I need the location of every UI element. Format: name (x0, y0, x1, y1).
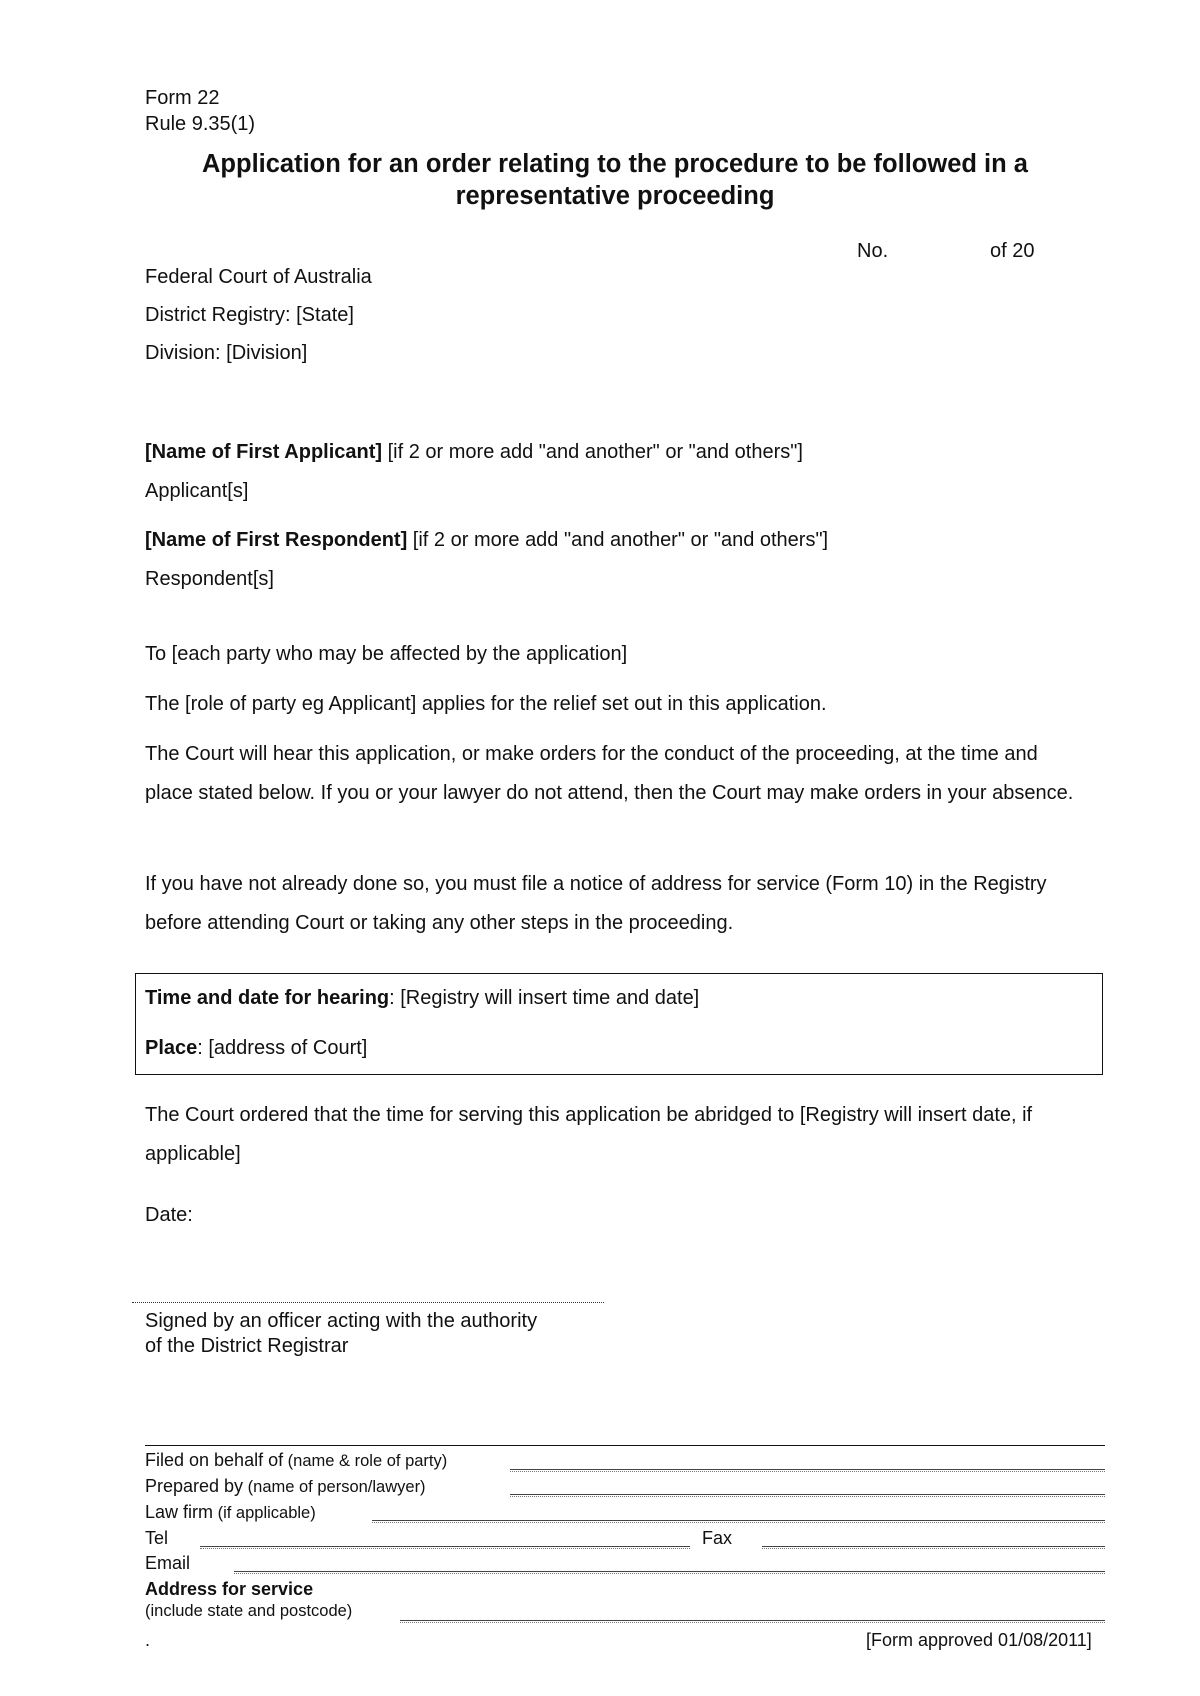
respondent-role: Respondent[s] (145, 568, 274, 590)
filed-on-behalf-field (510, 1469, 1105, 1470)
hearing-paragraph: The Court will hear this application, or make orders for the conduct of the proceeding, at the time and place stated below. If you or your lawyer do not attend, then the Court may make orders in your absence. (145, 743, 1074, 804)
form-number: Form 22 (145, 87, 220, 109)
prepared-by-row (145, 1476, 426, 1497)
law-firm-hint: (if applicable) (213, 1504, 316, 1522)
file-year-label: of 20 (990, 240, 1035, 262)
law-firm-label: Law firm (145, 1502, 214, 1522)
applicant-line (145, 441, 803, 464)
hearing-time-row (145, 987, 699, 1010)
fax-label: Fax (702, 1528, 733, 1548)
law-firm-field (372, 1520, 1105, 1521)
prepared-by-label: Prepared by (145, 1476, 244, 1496)
tel-field (200, 1546, 690, 1547)
respondent-line (145, 529, 828, 552)
address-for-service-label: Address for service (145, 1579, 314, 1599)
fax-field (762, 1546, 1105, 1547)
hearing-details-box (135, 973, 1103, 1075)
prepared-by-hint: (name of person/lawyer) (243, 1478, 426, 1496)
rule-reference: Rule 9.35(1) (145, 113, 256, 135)
filed-on-behalf-row (145, 1450, 447, 1471)
division: Division: [Division] (145, 342, 308, 364)
filed-on-behalf-label: Filed on behalf of (145, 1450, 284, 1470)
notice-paragraph: If you have not already done so, you must file a notice of address for service (Form 10) in the Registry before attending Court or taking any other steps in the proceeding. (145, 873, 1047, 934)
applicant-note: [if 2 or more add "and another" or "and others"] (382, 441, 803, 463)
email-field (234, 1571, 1105, 1572)
abridged-paragraph: The Court ordered that the time for serving this application be abridged to [Registry will insert date, if applicable] (145, 1104, 1033, 1165)
filed-on-behalf-hint: (name & role of party) (283, 1452, 448, 1470)
applicant-role: Applicant[s] (145, 480, 249, 502)
hearing-place-value: : [address of Court] (197, 1037, 368, 1059)
prepared-by-field (510, 1494, 1105, 1495)
tel-label: Tel (145, 1528, 169, 1548)
hearing-place-row (145, 1037, 367, 1060)
date-label: Date: (145, 1204, 193, 1226)
signature-line-2: of the District Registrar (145, 1335, 349, 1357)
court-name: Federal Court of Australia (145, 266, 372, 288)
to-paragraph: To [each party who may be affected by the application] (145, 643, 628, 665)
hearing-time-label: Time and date for hearing (145, 987, 390, 1009)
respondent-note: [if 2 or more add "and another" or "and others"] (407, 529, 829, 551)
file-number-label: No. (857, 240, 889, 262)
signature-line-1: Signed by an officer acting with the authority (145, 1310, 538, 1332)
signature-line (132, 1302, 604, 1303)
address-for-service-field (400, 1620, 1105, 1621)
hearing-place-label: Place (145, 1037, 198, 1059)
address-for-service-hint: (include state and postcode) (145, 1602, 353, 1620)
page-title: Application for an order relating to the procedure to be followed in a representative proceeding (202, 150, 1028, 210)
form-approved-note: [Form approved 01/08/2011] (866, 1630, 1092, 1650)
respondent-name: [Name of First Respondent] (145, 529, 408, 551)
footer-dot: . (145, 1630, 151, 1650)
email-label: Email (145, 1553, 191, 1573)
applicant-name: [Name of First Applicant] (145, 441, 383, 463)
law-firm-row (145, 1502, 316, 1523)
district-registry: District Registry: [State] (145, 304, 354, 326)
hearing-time-value: : [Registry will insert time and date] (389, 987, 700, 1009)
applies-paragraph: The [role of party eg Applicant] applies for the relief set out in this application. (145, 693, 827, 715)
footer-divider (145, 1445, 1105, 1446)
